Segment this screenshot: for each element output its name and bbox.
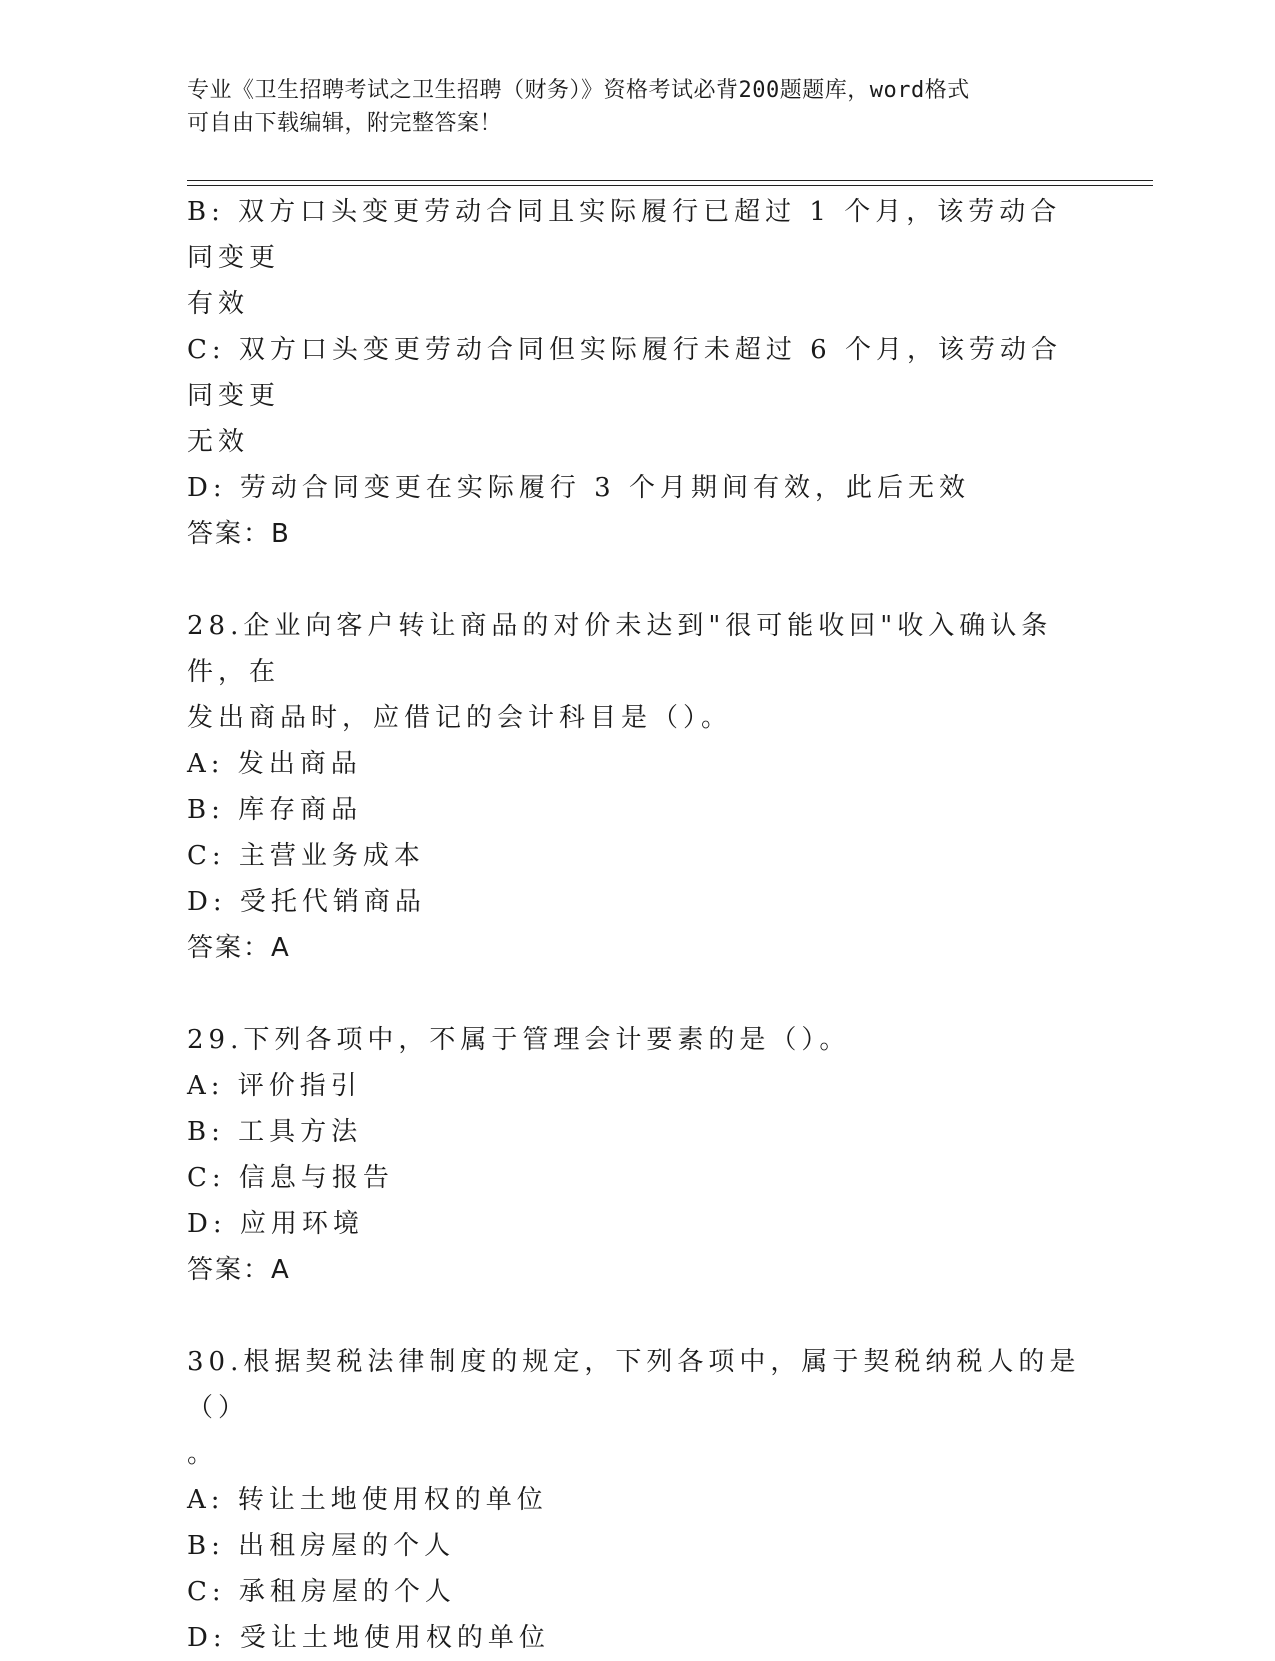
- question-stem: 29.下列各项中，不属于管理会计要素的是（）。: [187, 1025, 851, 1055]
- question-28: [187, 603, 1087, 971]
- option-b: B: 工具方法: [187, 1117, 363, 1147]
- spacer: [187, 557, 1087, 603]
- option-c: C: 主营业务成本: [187, 841, 425, 871]
- option-c-line-1: C: 双方口头变更劳动合同但实际履行未超过 6 个月，该劳动合同变更: [187, 335, 1062, 411]
- header-title-line-1: 专业《卫生招聘考试之卫生招聘（财务）》资格考试必背200题题库，word格式: [187, 78, 970, 103]
- question-27-continued: [187, 189, 1087, 557]
- option-a: A: 评价指引: [187, 1071, 362, 1101]
- option-c: C: 承租房屋的个人: [187, 1577, 456, 1607]
- option-c-line-2: 无效: [187, 427, 250, 457]
- option-a: A: 发出商品: [187, 749, 362, 779]
- option-b: B: 出租房屋的个人: [187, 1531, 456, 1561]
- document-body: [187, 189, 1087, 1661]
- spacer: [187, 1293, 1087, 1339]
- question-stem-line-1: 30.根据契税法律制度的规定，下列各项中，属于契税纳税人的是（）: [187, 1347, 1081, 1423]
- spacer: [187, 971, 1087, 1017]
- answer: 答案：A: [187, 1255, 291, 1285]
- option-c: C: 信息与报告: [187, 1163, 394, 1193]
- option-d: D: 劳动合同变更在实际履行 3 个月期间有效，此后无效: [187, 473, 970, 503]
- question-stem-line-2: 发出商品时，应借记的会计科目是（）。: [187, 703, 733, 733]
- answer: 答案：A: [187, 933, 291, 963]
- option-b: B: 库存商品: [187, 795, 363, 825]
- question-stem-line-1: 28.企业向客户转让商品的对价未达到"很可能收回"收入确认条件，在: [187, 611, 1053, 687]
- option-d: D: 受托代销商品: [187, 887, 426, 917]
- option-b-line-1: B: 双方口头变更劳动合同且实际履行已超过 1 个月，该劳动合同变更: [187, 197, 1062, 273]
- option-d: D: 应用环境: [187, 1209, 364, 1239]
- header-title-line-2: 可自由下载编辑，附完整答案！: [187, 111, 503, 136]
- answer: 答案：B: [187, 519, 291, 549]
- option-d: D: 受让土地使用权的单位: [187, 1623, 550, 1653]
- document-header: [187, 74, 1087, 140]
- question-30: [187, 1339, 1087, 1661]
- header-rule-bottom: [187, 185, 1153, 186]
- question-stem-line-2: 。: [187, 1439, 219, 1469]
- option-a: A: 转让土地使用权的单位: [187, 1485, 548, 1515]
- option-b-line-2: 有效: [187, 289, 250, 319]
- header-rule-top: [187, 180, 1153, 181]
- question-29: [187, 1017, 1087, 1293]
